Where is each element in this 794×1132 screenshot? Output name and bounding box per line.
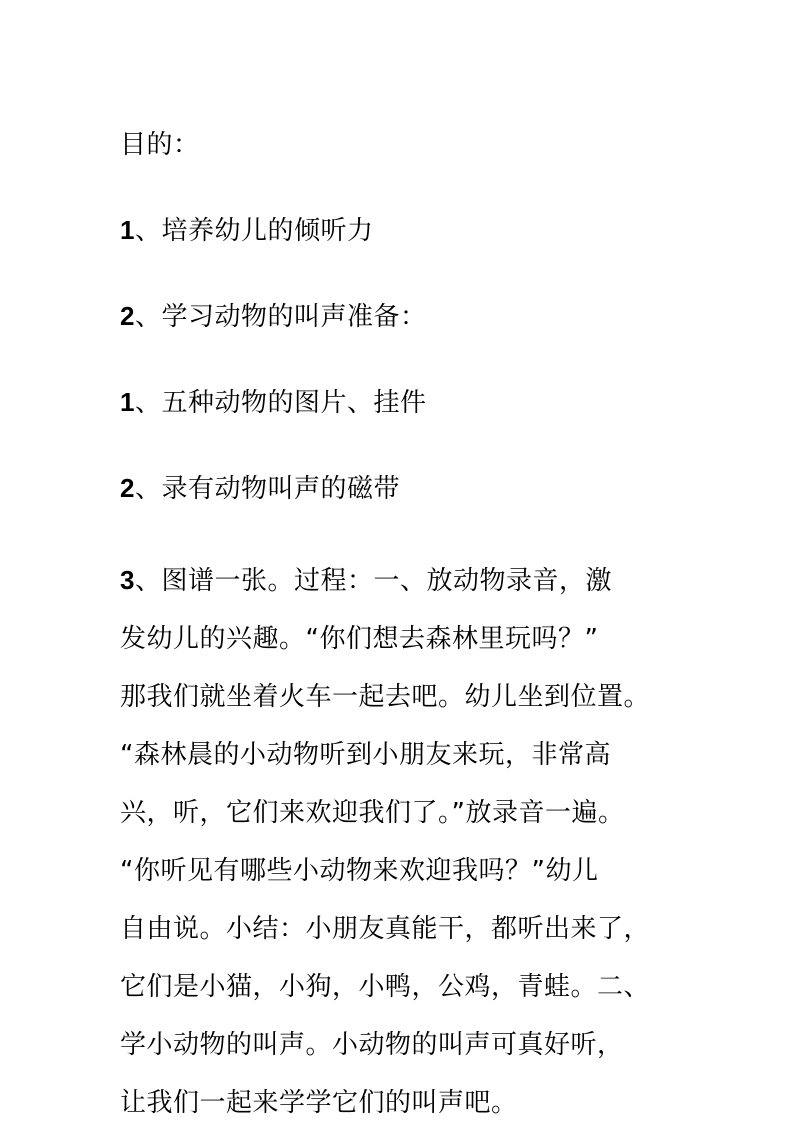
item-text: 、培养幼儿的倾听力: [134, 216, 374, 246]
item-number: 2: [120, 473, 135, 503]
item-text: 、录有动物叫声的磁带: [134, 474, 400, 504]
paragraph-line: “森林晨的小动物听到小朋友来玩，非常高: [120, 740, 611, 770]
item-text: 、五种动物的图片、挂件: [134, 388, 427, 418]
paragraph-line: 那我们就坐着火车一起去吧。幼儿坐到位置。: [120, 682, 651, 712]
item-text: 、图谱一张。过程：一、放动物录音，激: [134, 566, 612, 596]
list-item: [120, 207, 720, 254]
paragraph-line: 自由说。小结：小朋友真能干，都听出来了，: [120, 914, 651, 944]
paragraph-line: 它们是小猫，小狗，小鸭，公鸡，青蛙。二、: [120, 972, 651, 1002]
document-body: [120, 122, 720, 1132]
process-paragraph: [120, 551, 720, 1132]
list-item: [120, 379, 720, 426]
paragraph-line: 让我们一起来学学它们的叫声吧。: [120, 1088, 518, 1118]
paragraph-line: “你听见有哪些小动物来欢迎我吗？”幼儿: [120, 856, 599, 886]
paragraph-line: 学小动物的叫声。小动物的叫声可真好听，: [120, 1030, 624, 1060]
item-text: 、学习动物的叫声准备：: [134, 302, 427, 332]
item-number: 2: [120, 301, 135, 331]
item-number: 3: [120, 565, 135, 595]
list-item: [120, 465, 720, 512]
heading-goal: [120, 122, 720, 168]
item-number: 1: [120, 215, 135, 245]
item-number: 1: [120, 387, 135, 417]
paragraph-line: 兴，听，它们来欢迎我们了。”放录音一遍。: [120, 798, 625, 828]
paragraph-line: [120, 551, 720, 610]
paragraph-line: 发幼儿的兴趣。“你们想去森林里玩吗？”: [120, 624, 599, 654]
heading-text: 目的：: [120, 130, 200, 160]
list-item: [120, 293, 720, 340]
